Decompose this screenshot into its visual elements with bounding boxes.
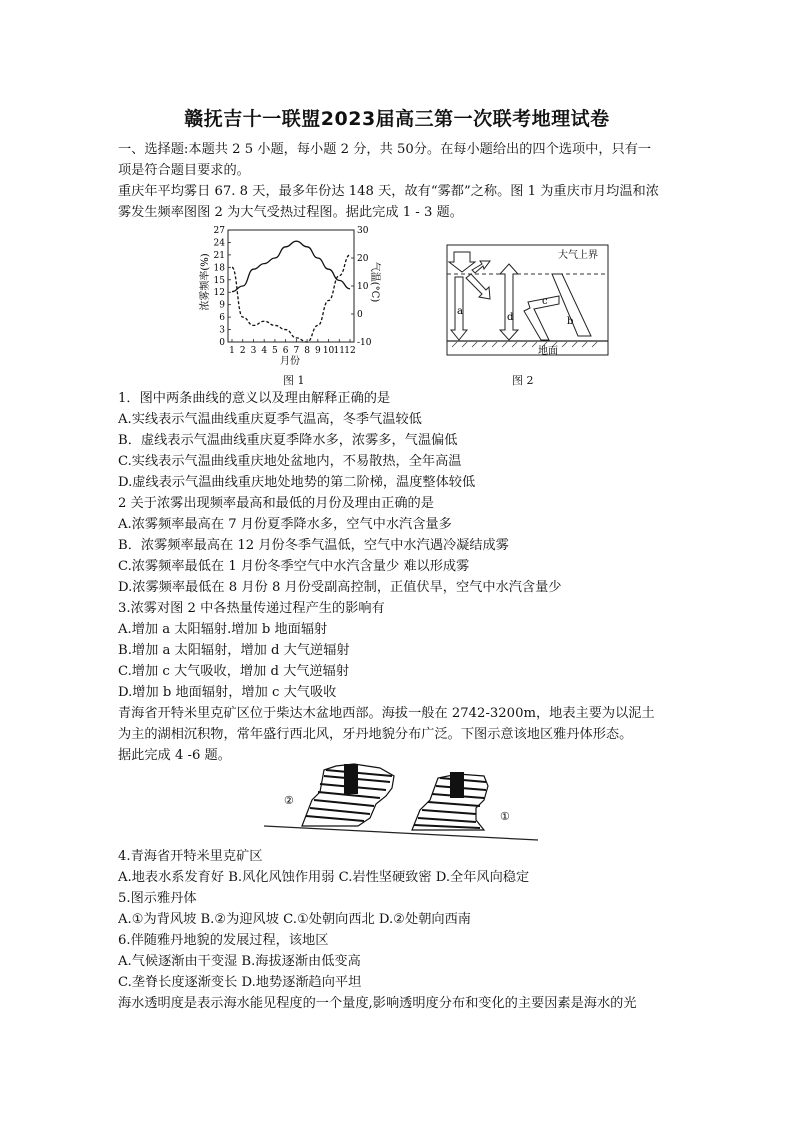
fig1-x-tick-label: 2 — [239, 346, 246, 356]
q6-stem: 6.伴随雅丹地貌的发展过程，该地区 — [118, 933, 329, 948]
fig1-right-tick-label: 20 — [357, 254, 369, 264]
q1-stem: 1．图中两条曲线的意义以及理由解释正确的是 — [118, 391, 391, 406]
fig1-left-tick-label: 18 — [213, 263, 225, 274]
q6-options-1: A.气候逐渐由干变湿 B.海拔逐渐由低变高 — [118, 954, 361, 969]
q2-option-c: C.浓雾频率最低在 1 月份冬季空气中水汽含量少 难以形成雾 — [118, 559, 470, 574]
q4-options: A.地表水系发育好 B.风化风蚀作用弱 C.岩性坚硬致密 D.全年风向稳定 — [118, 870, 530, 885]
fig1-x-tick-label: 6 — [282, 346, 289, 356]
fog-frequency-line — [232, 255, 350, 342]
fig1-left-tick-label: 3 — [219, 325, 225, 336]
fig1-left-tick-label: 6 — [219, 313, 225, 324]
q3-option-a: A.增加 a 太阳辐射.增加 b 地面辐射 — [118, 622, 328, 637]
fig2-top-label: 大气上界 — [558, 250, 598, 261]
q1-option-d: D.虚线表示气温曲线重庆地处地势的第二阶梯，温度整体较低 — [118, 475, 476, 490]
q2-option-b: B．浓雾频率最高在 12 月份冬季气温低，空气中水汽遇冷凝结成雾 — [118, 538, 509, 553]
q1-option-a: A.实线表示气温曲线重庆夏季气温高，冬季气温较低 — [118, 412, 422, 427]
fig1-left-tick-label: 12 — [213, 288, 225, 299]
q1-option-b: B．虚线表示气温曲线重庆夏季降水多，浓雾多，气温偏低 — [118, 433, 458, 448]
q3-option-c: C.增加 c 大气吸收，增加 d 大气逆辐射 — [118, 664, 350, 679]
q5-options: A.①为背风坡 B.②为迎风坡 C.①处朝向西北 D.②处朝向西南 — [118, 912, 471, 927]
page-title: 赣抚吉十一联盟2023届高三第一次联考地理试卷 — [184, 108, 610, 130]
q1-option-c: C.实线表示气温曲线重庆地处盆地内，不易散热，全年高温 — [118, 454, 462, 469]
figure-2-diagram — [446, 244, 610, 358]
temperature-line — [232, 241, 350, 291]
fig1-plot-frame — [228, 230, 354, 342]
figure-2-caption: 图 2 — [512, 374, 534, 387]
intro-1-line-2: 雾发生频率图图 2 为大气受热过程图。据此完成 1 - 3 题。 — [118, 205, 463, 220]
fig1-right-tick-label: 30 — [357, 226, 369, 236]
fig1-left-tick-label: 0 — [219, 338, 225, 348]
intro-2-line-2: 为主的湖相沉积物，常年盛行西北风，牙丹地貌分布广泛。下图示意该地区雅丹体形态。 — [118, 727, 633, 742]
intro-2-line-3: 据此完成 4 -6 题。 — [118, 748, 231, 763]
fig1-left-tick-label: 21 — [213, 250, 225, 261]
q3-option-d: D.增加 b 地面辐射，增加 c 大气吸收 — [118, 685, 337, 700]
arrow-b-label: b — [567, 316, 574, 327]
arrow-a-label: a — [457, 306, 463, 317]
fig1-right-tick-label: 10 — [357, 282, 369, 292]
intro-2-line-1: 青海省开特米里克矿区位于柴达木盆地西部。海拔一般在 2742-3200m，地表主要为以泥土 — [118, 706, 655, 721]
fig1-x-tick-label: 9 — [314, 346, 321, 356]
fig1-x-tick-label: 8 — [304, 346, 310, 356]
q2-option-a: A.浓雾频率最高在 7 月份夏季降水多，空气中水汽含量多 — [118, 517, 452, 532]
fig1-x-axis-title: 月份 — [280, 356, 300, 367]
q3-stem: 3.浓雾对图 2 中各热量传递过程产生的影响有 — [118, 601, 385, 616]
fig1-x-tick-label: 7 — [293, 346, 300, 356]
fig1-left-tick-label: 24 — [213, 238, 225, 249]
q2-stem: 2 关于浓雾出现频率最高和最低的月份及理由正确的是 — [118, 496, 434, 511]
q6-options-2: C.垄脊长度逐渐变长 D.地势逐渐趋向平坦 — [118, 975, 362, 990]
instruction-line-2: 项是符合题目要求的。 — [118, 163, 250, 178]
fig1-left-tick-label: 9 — [219, 300, 225, 311]
fig1-x-tick-label: 10 — [322, 346, 335, 356]
fig1-right-tick-label: 0 — [357, 310, 363, 320]
fig1-right-tick-label: -10 — [357, 338, 372, 348]
fig1-x-tick-label: 5 — [272, 346, 278, 356]
fig1-right-axis-title: 气温(°C) — [369, 261, 380, 303]
fig1-x-tick-label: 12 — [344, 346, 356, 356]
arrow-d-label: d — [507, 312, 514, 323]
q2-option-d: D.浓雾频率最低在 8 月份 8 月份受副高控制，正值伏旱，空气中水汽含量少 — [118, 580, 562, 595]
fig1-x-tick-label: 1 — [229, 346, 235, 356]
arrow-c-label: c — [542, 296, 548, 307]
intro-3-line-1: 海水透明度是表示海水能见程度的一个量度,影响透明度分布和变化的主要因素是海水的光 — [118, 996, 637, 1011]
fig1-x-tick-label: 11 — [333, 346, 345, 356]
fig1-left-tick-label: 15 — [213, 275, 225, 286]
q5-stem: 5.图示雅丹体 — [118, 891, 197, 906]
fig1-left-tick-label: 27 — [213, 226, 225, 236]
figure-3-yardang — [262, 760, 542, 846]
fig1-left-axis-title: 浓雾频率(%) — [200, 253, 211, 311]
q3-option-b: B.增加 a 太阳辐射，增加 d 大气逆辐射 — [118, 643, 350, 658]
yardang-label-1: ① — [500, 810, 510, 823]
fig1-x-tick-label: 3 — [250, 346, 257, 356]
fig2-ground-label: 地面 — [538, 346, 558, 357]
figure-1-chart — [196, 224, 380, 370]
q4-stem: 4.青海省开特米里克矿区 — [118, 849, 263, 864]
yardang-label-2: ② — [284, 794, 294, 807]
fig1-x-tick-label: 4 — [261, 346, 268, 356]
figure-1-caption: 图 1 — [283, 374, 305, 387]
instruction-line-1: 一、选择题:本题共 2 5 小题，每小题 2 分，共 50分。在每小题给出的四个选项中，只有一 — [118, 142, 652, 157]
fig2-incoming-arrow — [449, 252, 475, 272]
fig2-scatter-arrow — [466, 274, 490, 299]
arrow-d — [500, 264, 518, 340]
intro-1-line-1: 重庆年平均雾日 67. 8 天，最多年份达 148 天，故有“雾都”之称。图 1 为重庆市月均温和浓 — [118, 184, 659, 199]
